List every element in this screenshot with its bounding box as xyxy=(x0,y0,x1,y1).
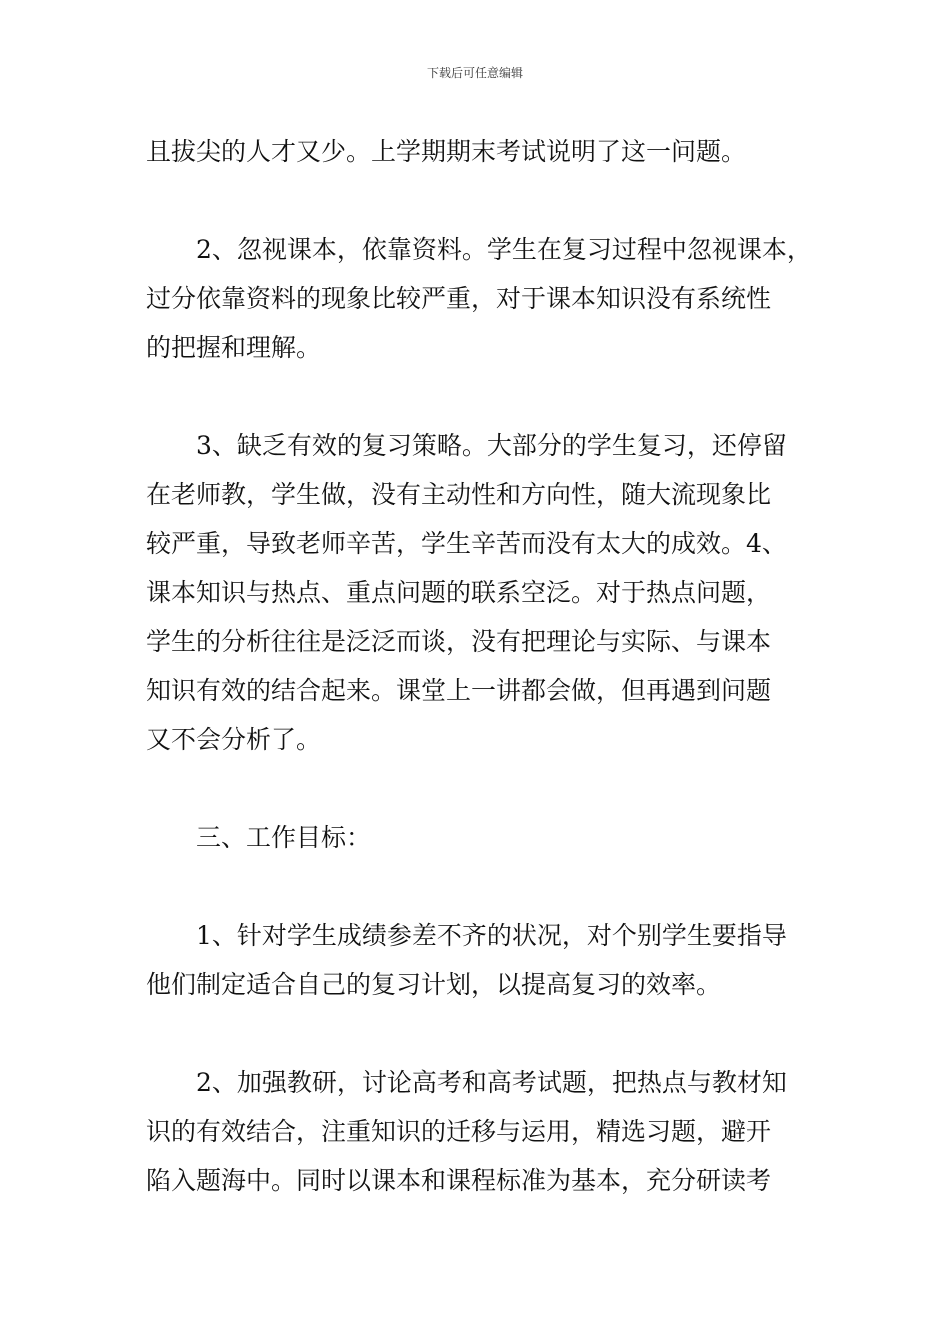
paragraph xyxy=(146,421,816,764)
text-line: 学生的分析往往是泛泛而谈，没有把理论与实际、与课本 xyxy=(146,627,772,656)
paragraph xyxy=(146,911,816,1009)
text-line: 2、加强教研，讨论高考和高考试题，把热点与教材知 xyxy=(146,1068,787,1097)
text-line: 在老师教，学生做，没有主动性和方向性，随大流现象比 xyxy=(146,480,772,509)
paragraph xyxy=(146,225,816,372)
document-body xyxy=(146,127,816,1205)
section-heading xyxy=(146,813,816,862)
text-line: 过分依靠资料的现象比较严重，对于课本知识没有系统性 xyxy=(146,284,772,313)
paragraph xyxy=(146,127,816,176)
text-line: 三、工作目标： xyxy=(146,823,372,852)
page-header: 下载后可任意编辑 xyxy=(426,66,523,80)
text-line: 课本知识与热点、重点问题的联系空泛。对于热点问题， xyxy=(146,578,772,607)
text-line: 的把握和理解。 xyxy=(146,333,322,362)
text-line: 较严重，导致老师辛苦，学生辛苦而没有太大的成效。4、 xyxy=(146,529,787,558)
paragraph-gap xyxy=(146,372,816,421)
paragraph-gap xyxy=(146,176,816,225)
text-line: 2、忽视课本，依靠资料。学生在复习过程中忽视课本， xyxy=(146,235,812,264)
text-line: 又不会分析了。 xyxy=(146,725,322,754)
paragraph-gap xyxy=(146,1009,816,1058)
text-line: 3、缺乏有效的复习策略。大部分的学生复习，还停留 xyxy=(146,431,787,460)
text-line: 1、针对学生成绩参差不齐的状况，对个别学生要指导 xyxy=(146,921,787,950)
text-line: 他们制定适合自己的复习计划，以提高复习的效率。 xyxy=(146,970,722,999)
text-line: 陷入题海中。同时以课本和课程标准为基本，充分研读考 xyxy=(146,1166,772,1195)
text-line: 且拔尖的人才又少。上学期期末考试说明了这一问题。 xyxy=(146,137,747,166)
text-line: 识的有效结合，注重知识的迁移与运用，精选习题，避开 xyxy=(146,1117,772,1146)
paragraph-gap xyxy=(146,764,816,813)
text-line: 知识有效的结合起来。课堂上一讲都会做，但再遇到问题 xyxy=(146,676,772,705)
paragraph xyxy=(146,1058,816,1205)
paragraph-gap xyxy=(146,862,816,911)
